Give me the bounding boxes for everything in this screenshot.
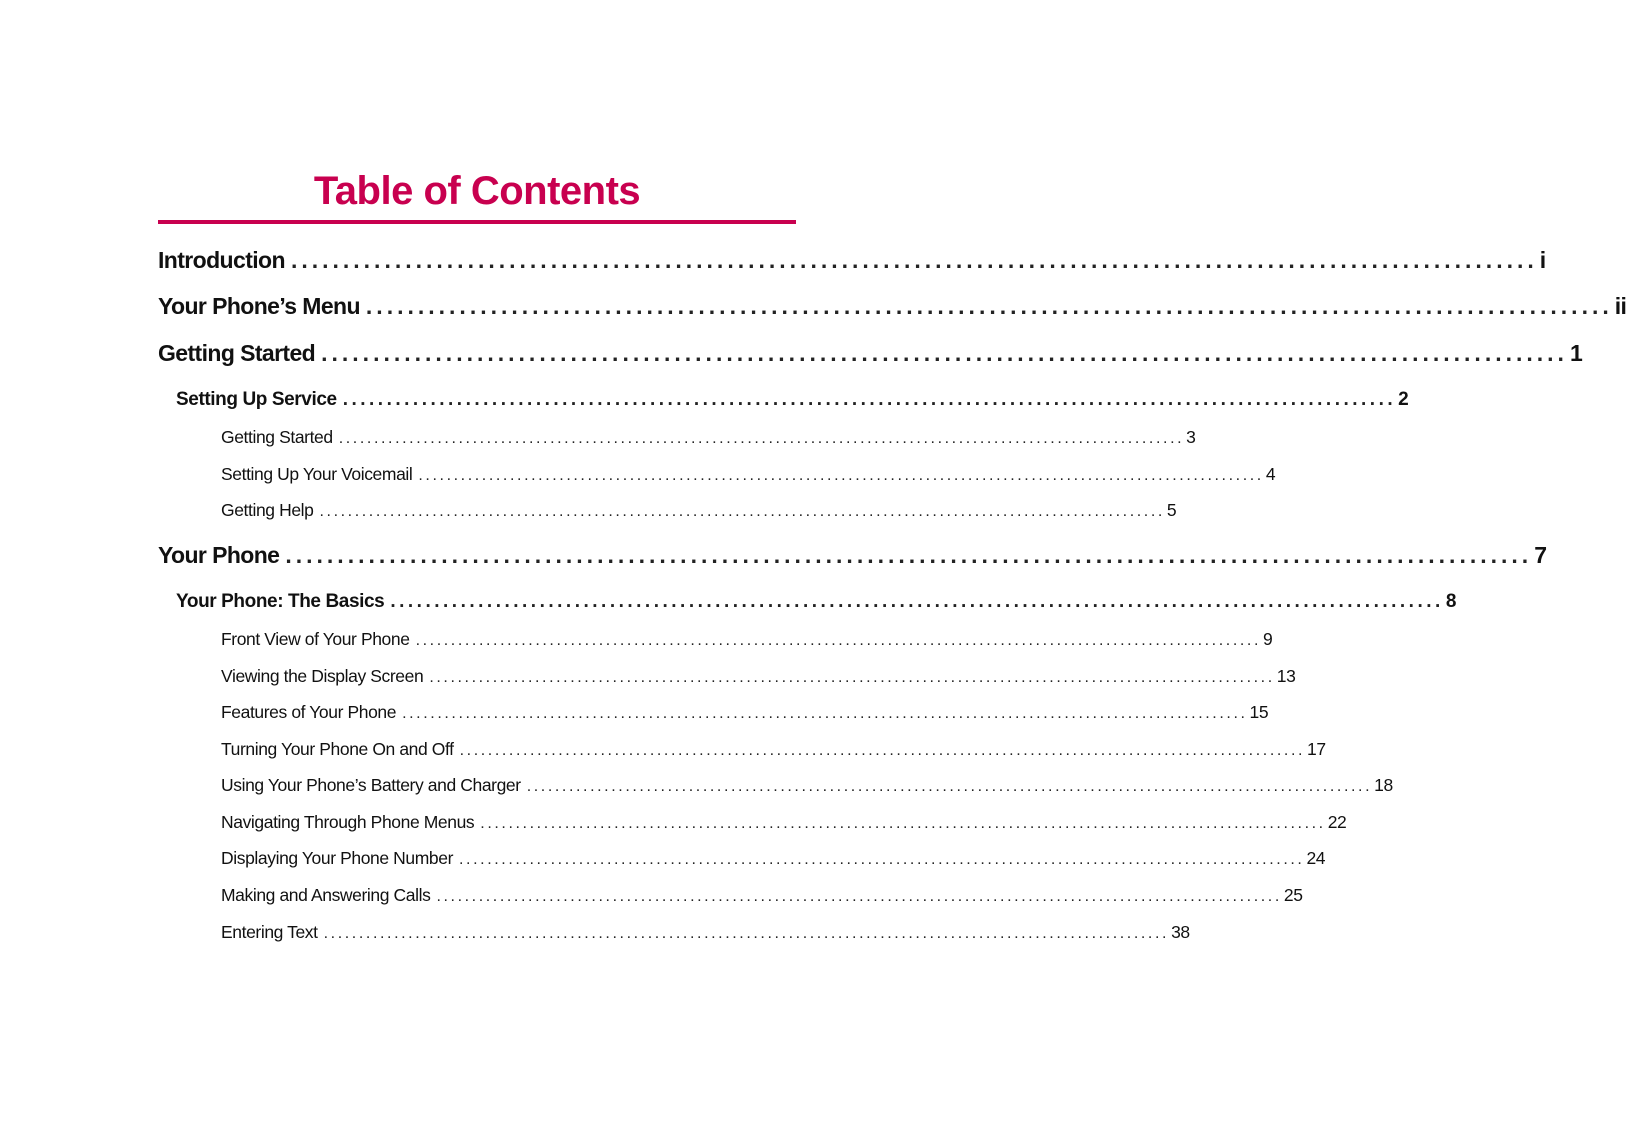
toc-page-number: 24 [1306,848,1326,868]
dot-leader: ........................................................................................................................ [436,888,1282,905]
dot-leader: ........................................................................................................................ [459,851,1305,868]
toc-entry-label: Turning Your Phone On and Off [221,739,454,759]
toc-entry-getting-help[interactable] [221,500,1177,524]
toc-page-number: 8 [1445,591,1456,612]
toc-page-number: 13 [1276,666,1296,686]
toc-entry-setting-up-service[interactable] [176,389,1409,415]
toc-entry-label: Your Phone [158,542,280,568]
toc-entry-label: Getting Started [221,427,333,447]
toc-entry-label: Getting Help [221,500,314,520]
toc-page-number: 38 [1171,922,1190,942]
toc-page-number: 22 [1327,812,1347,832]
dot-leader: ........................................................................................................................ [323,925,1170,942]
toc-entry-label: Viewing the Display Screen [221,666,424,686]
dot-leader: ........................................................................................................................ [319,503,1165,520]
dot-leader: ........................................................................................................................ [480,815,1326,832]
toc-entry-label: Introduction [158,247,285,273]
toc-entry-navigating-menus[interactable] [221,812,1347,836]
dot-leader: ........................................................................................................................ [285,542,1533,568]
toc-page-number: 9 [1263,629,1273,649]
title-divider [158,220,796,224]
toc-entry-label: Entering Text [221,922,318,942]
dot-leader: ........................................................................................................................ [342,389,1397,410]
toc-page-number: 5 [1166,500,1177,520]
toc-entry-label: Your Phone: The Basics [176,591,385,612]
toc-entry-phone-number[interactable] [221,848,1326,872]
toc-page-number: ii [1614,293,1626,319]
dot-leader: ........................................................................................................................ [290,247,1538,273]
toc-entry-label: Front View of Your Phone [221,629,410,649]
dot-leader: ........................................................................................................................ [390,591,1444,612]
toc-entry-label: Features of Your Phone [221,702,397,722]
toc-entry-label: Displaying Your Phone Number [221,848,454,868]
toc-entry-your-phone[interactable] [158,542,1547,572]
dot-leader: ........................................................................................................................ [429,669,1275,686]
toc-entry-getting-started[interactable] [158,340,1583,370]
dot-leader: ........................................................................................................................ [402,705,1248,722]
dot-leader: ........................................................................................................................ [365,293,1613,319]
toc-page-number: 3 [1186,427,1196,447]
toc-entry-introduction[interactable] [158,247,1546,277]
dot-leader: ........................................................................................................................ [526,778,1373,795]
dot-leader: ........................................................................................................................ [459,742,1306,759]
toc-page-number: 1 [1569,340,1583,366]
toc-entry-battery-charger[interactable] [221,775,1393,799]
toc-entry-turning-on-off[interactable] [221,739,1326,763]
toc-entry-making-calls[interactable] [221,885,1303,909]
dot-leader: ........................................................................................................................ [321,340,1568,366]
toc-entry-setting-up-voicemail[interactable] [221,464,1276,488]
toc-page-number: 25 [1283,885,1303,905]
dot-leader: ........................................................................................................................ [338,430,1185,447]
toc-entry-getting-started-sub[interactable] [221,427,1196,451]
toc-entry-label: Using Your Phone’s Battery and Charger [221,775,521,795]
toc-entry-label: Getting Started [158,340,316,366]
dot-leader: ........................................................................................................................ [415,632,1261,649]
toc-entry-label: Setting Up Service [176,389,337,410]
toc-page-number: 15 [1249,702,1269,722]
toc-page-number: 2 [1398,389,1409,410]
toc-entry-label: Navigating Through Phone Menus [221,812,475,832]
toc-entry-label: Your Phone’s Menu [158,293,360,319]
toc-entry-viewing-display[interactable] [221,666,1296,690]
toc-entry-label: Setting Up Your Voicemail [221,464,413,484]
toc-page-number: 18 [1374,775,1393,795]
toc-page-number: 4 [1265,464,1276,484]
toc-page-number: 17 [1307,739,1326,759]
toc-entry-your-phones-menu[interactable] [158,293,1626,323]
toc-entry-label: Making and Answering Calls [221,885,431,905]
dot-leader: ........................................................................................................................ [418,467,1264,484]
toc-entry-features[interactable] [221,702,1269,726]
toc-page-number: i [1539,247,1546,273]
page-title: Table of Contents [313,169,641,213]
toc-entry-your-phone-the-basics[interactable] [176,591,1456,617]
toc-entry-entering-text[interactable] [221,922,1190,946]
toc-page-number: 7 [1534,542,1547,568]
toc-entry-front-view[interactable] [221,629,1273,653]
